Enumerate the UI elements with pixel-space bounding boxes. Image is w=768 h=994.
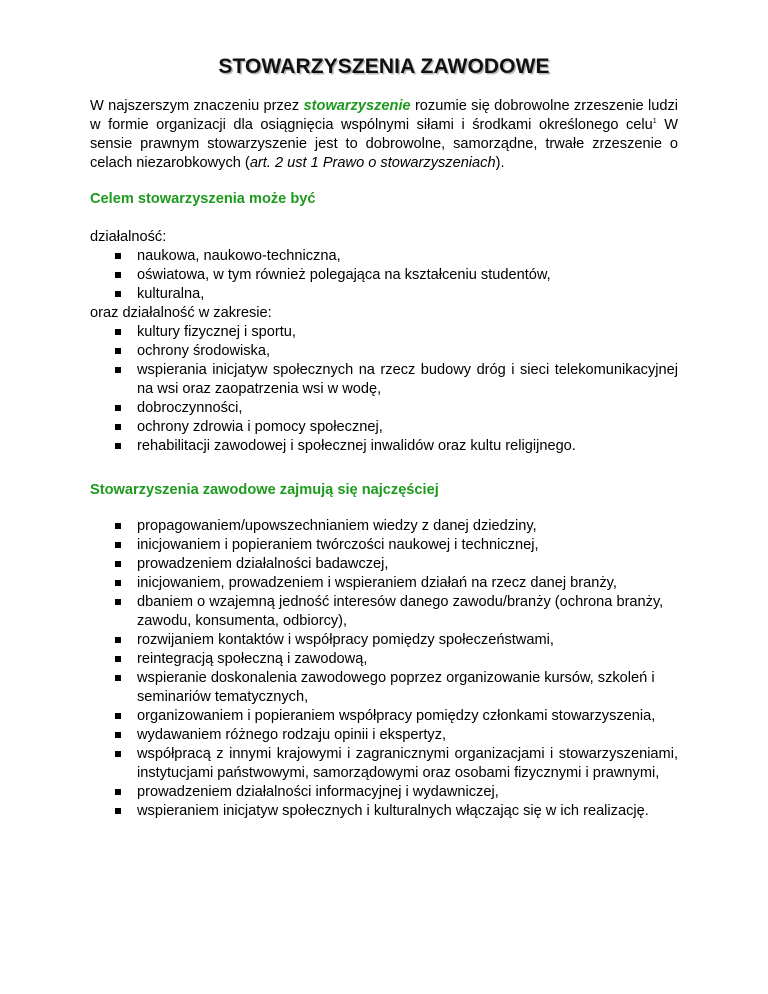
list-item: propagowaniem/upowszechnianiem wiedzy z danej dziedziny,: [90, 517, 678, 536]
section2-list: [90, 517, 678, 821]
square-bullet-icon: [115, 348, 121, 354]
list-item: inicjowaniem, prowadzeniem i wspieraniem działań na rzecz danej branży,: [90, 574, 678, 593]
list-item: naukowa, naukowo-techniczna,: [90, 247, 678, 266]
list-item: wspierania inicjatyw społecznych na rzecz budowy dróg i sieci telekomunikacyjnej na wsi oraz zaopatrzenia wsi w wodę,: [90, 361, 678, 399]
list-item: organizowaniem i popieraniem współpracy pomiędzy członkami stowarzyszenia,: [90, 707, 678, 726]
section1-heading: Celem stowarzyszenia może być: [90, 191, 316, 207]
list-item: rehabilitacji zawodowej i społecznej inwalidów oraz kultu religijnego.: [90, 437, 678, 456]
intro-text-1: W najszerszym znaczeniu przez: [90, 98, 304, 114]
list-item: ochrony środowiska,: [90, 342, 678, 361]
list-item: inicjowaniem i popieraniem twórczości naukowej i technicznej,: [90, 536, 678, 555]
intro-citation: art. 2 ust 1 Prawo o stowarzyszeniach: [249, 155, 496, 171]
list-item: współpracą z innymi krajowymi i zagranicznymi organizacjami i stowarzyszeniami, instytucjami państwowymi, samorządowymi oraz osobami fizycznymi i prawnymi,: [90, 745, 678, 783]
square-bullet-icon: [115, 291, 121, 297]
square-bullet-icon: [115, 253, 121, 259]
list-item: wspieranie doskonalenia zawodowego poprzez organizowanie kursów, szkoleń i seminariów tematycznych,: [90, 669, 678, 707]
square-bullet-icon: [115, 523, 121, 529]
square-bullet-icon: [115, 599, 121, 605]
list-item: oświatowa, w tym również polegająca na kształceniu studentów,: [90, 266, 678, 285]
intro-text-3: W sensie prawnym stowarzyszenie jest to dobrowolne, samorządne, trwałe zrzeszenie o celach niezarobkowych (: [90, 117, 678, 171]
section1-list-activity: [90, 247, 678, 304]
square-bullet-icon: [115, 789, 121, 795]
list-item: wydawaniem różnego rodzaju opinii i ekspertyz,: [90, 726, 678, 745]
square-bullet-icon: [115, 675, 121, 681]
list-item: prowadzeniem działalności badawczej,: [90, 555, 678, 574]
section1-list-scope: [90, 323, 678, 456]
square-bullet-icon: [115, 580, 121, 586]
document-title: STOWARZYSZENIA ZAWODOWE: [218, 55, 550, 78]
list-item: kulturalna,: [90, 285, 678, 304]
square-bullet-icon: [115, 656, 121, 662]
list-item: dbaniem o wzajemną jedność interesów danego zawodu/branży (ochrona branży, zawodu, konsumenta, odbiorcy),: [90, 593, 678, 631]
intro-paragraph: [90, 97, 678, 173]
list-item: kultury fizycznej i sportu,: [90, 323, 678, 342]
square-bullet-icon: [115, 443, 121, 449]
list-item: prowadzeniem działalności informacyjnej i wydawniczej,: [90, 783, 678, 802]
intro-text-2: rozumie się dobrowolne zrzeszenie ludzi w formie organizacji dla osiągnięcia wspólnymi siłami i środkami określonego celu: [90, 98, 678, 133]
list-item: ochrony zdrowia i pomocy społecznej,: [90, 418, 678, 437]
square-bullet-icon: [115, 367, 121, 373]
square-bullet-icon: [115, 751, 121, 757]
square-bullet-icon: [115, 637, 121, 643]
square-bullet-icon: [115, 713, 121, 719]
square-bullet-icon: [115, 405, 121, 411]
square-bullet-icon: [115, 808, 121, 814]
square-bullet-icon: [115, 542, 121, 548]
square-bullet-icon: [115, 561, 121, 567]
footnote-mark: 1: [652, 118, 657, 126]
list-item: reintegracją społeczną i zawodową,: [90, 650, 678, 669]
square-bullet-icon: [115, 732, 121, 738]
section1-label-scope: oraz działalność w zakresie:: [90, 305, 272, 321]
section1-label-activity: działalność:: [90, 229, 167, 245]
list-item: wspieraniem inicjatyw społecznych i kulturalnych włączając się w ich realizację.: [90, 802, 678, 821]
square-bullet-icon: [115, 329, 121, 335]
list-item: dobroczynności,: [90, 399, 678, 418]
intro-text-4: ).: [495, 155, 505, 171]
list-item: rozwijaniem kontaktów i współpracy pomiędzy społeczeństwami,: [90, 631, 678, 650]
square-bullet-icon: [115, 424, 121, 430]
square-bullet-icon: [115, 272, 121, 278]
intro-keyword: stowarzyszenie: [303, 98, 411, 114]
section2-heading: Stowarzyszenia zawodowe zajmują się najczęściej: [90, 482, 439, 498]
